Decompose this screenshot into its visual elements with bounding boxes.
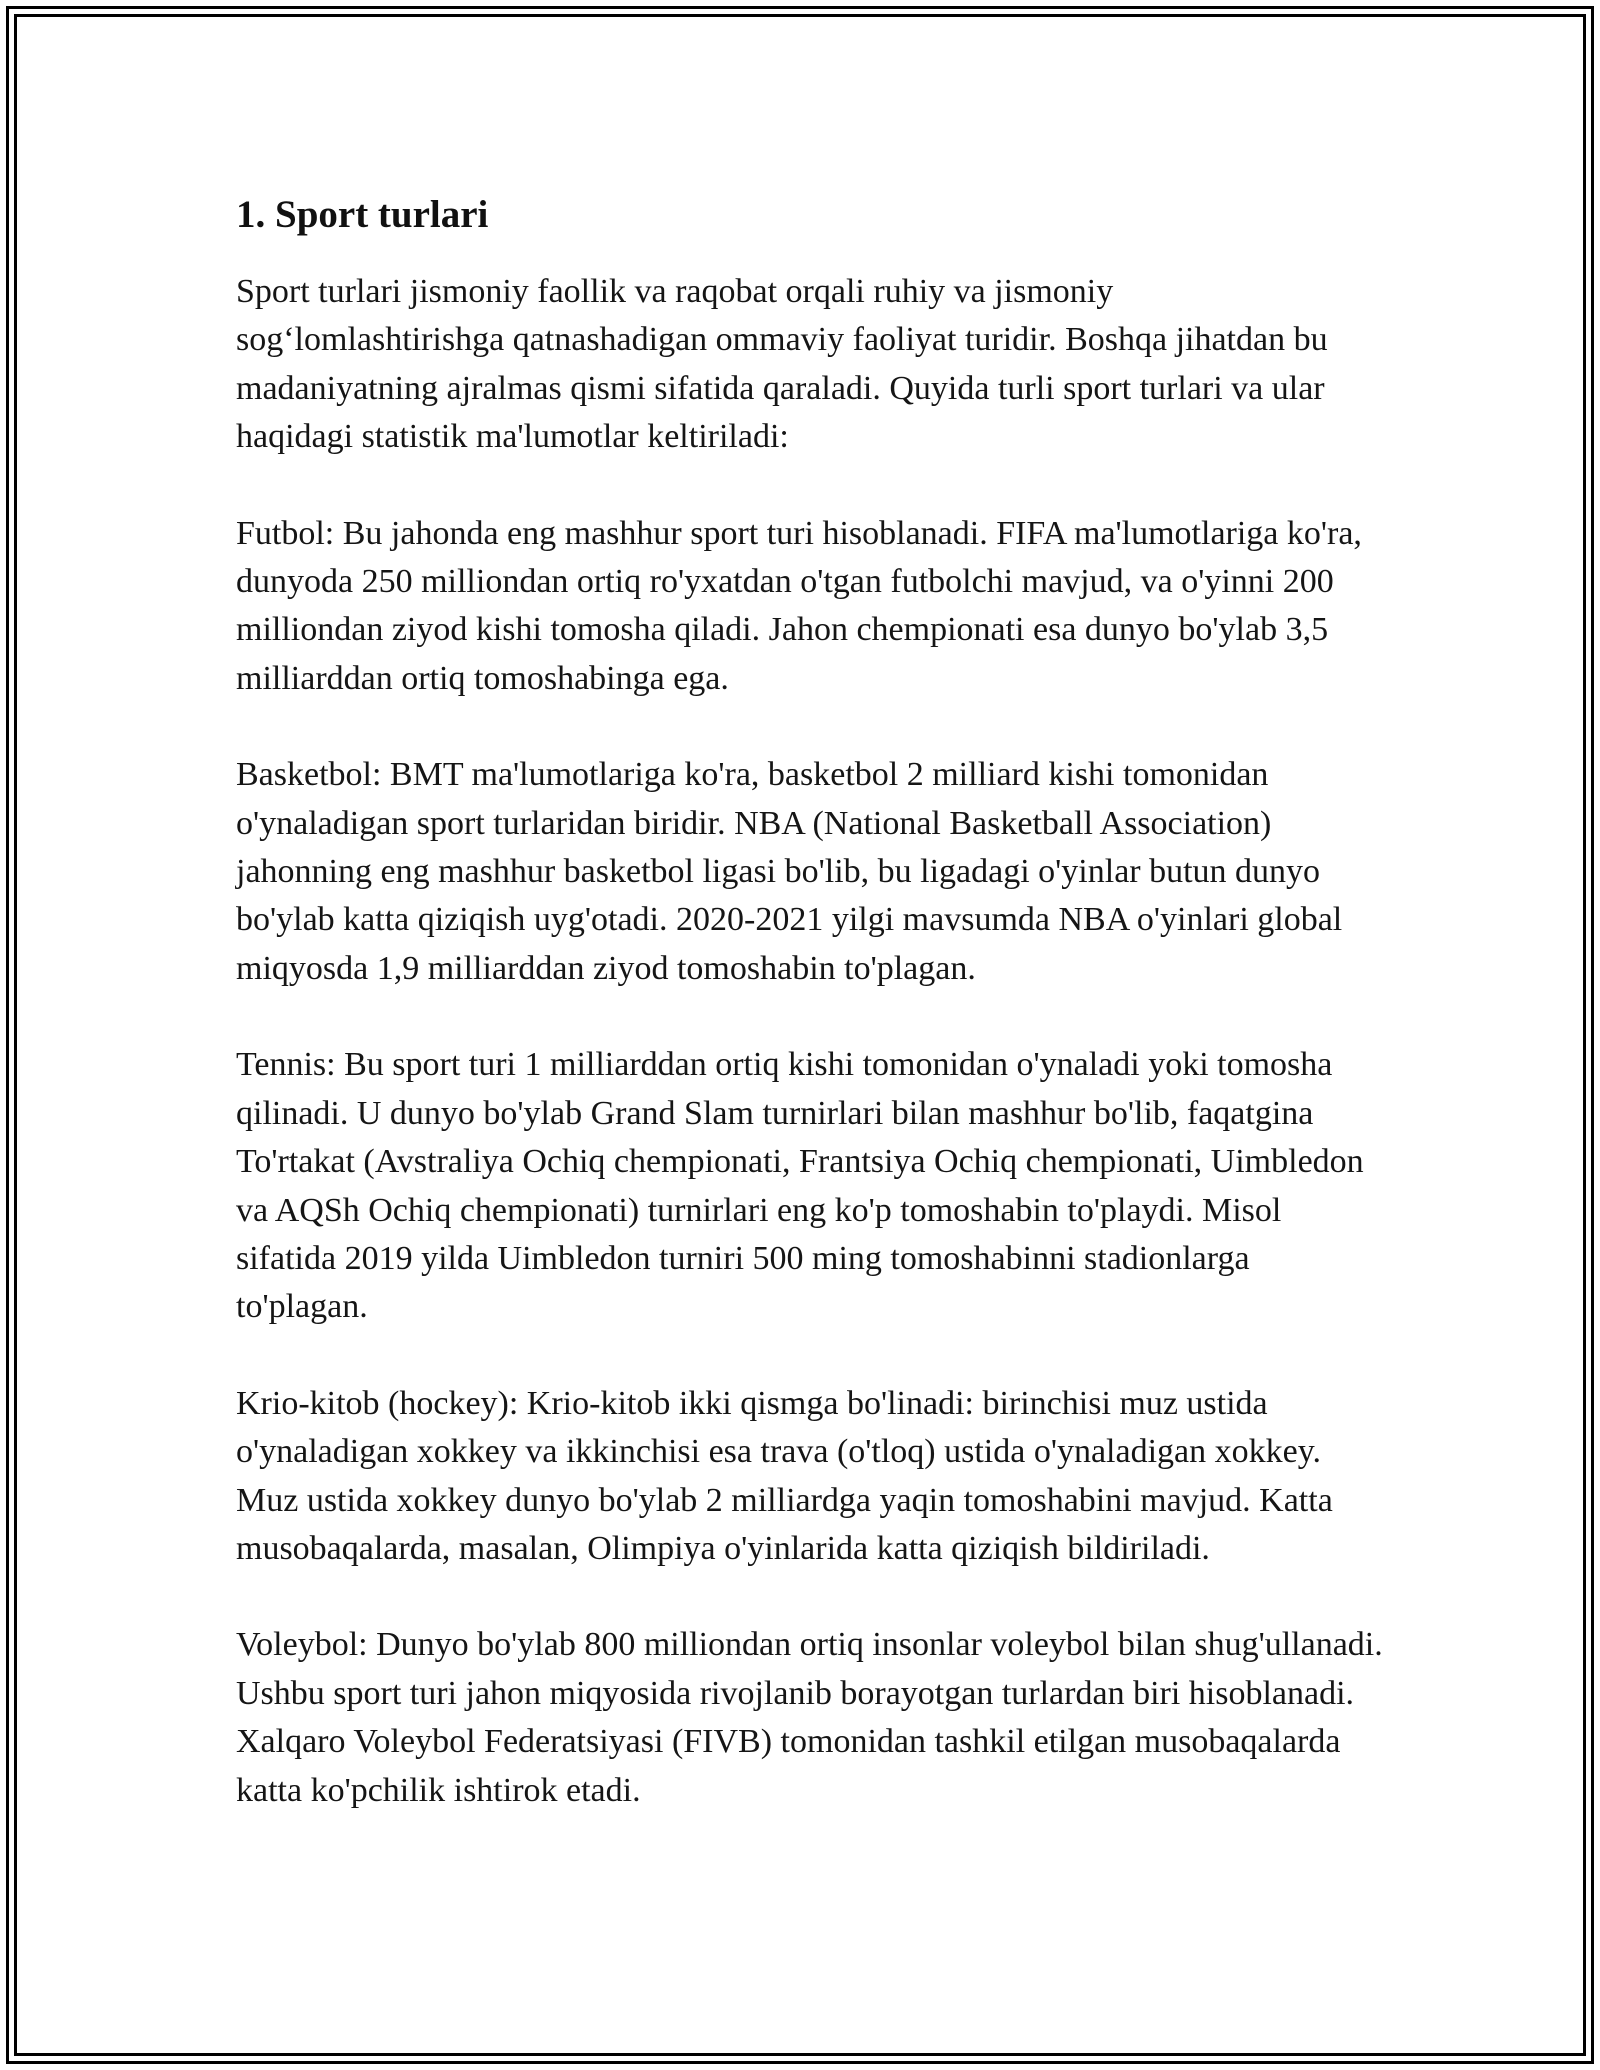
paragraph-futbol: Futbol: Bu jahonda eng mashhur sport turi hisoblanadi. FIFA ma'lumotlariga ko'ra, dunyoda 250 milliondan ortiq ro'yxatdan o'tgan futbolchi mavjud, va o'yinni 200 milliondan ziyod kishi tomosha qiladi. Jahon chempionati esa dunyo bo'ylab 3,5 milliarddan ortiq tomoshabinga ega. xyxy=(236,514,1362,697)
paragraph-voleybol: Voleybol: Dunyo bo'ylab 800 milliondan ortiq insonlar voleybol bilan shug'ullanadi. Ushbu sport turi jahon miqyosida rivojlanib borayotgan turlardan biri hisoblanadi. Xalqaro Voleybol Federatsiyasi (FIVB) tomonidan tashkil etilgan musobaqalarda katta ko'pchilik ishtirok etadi. xyxy=(236,1626,1383,1809)
section-heading: 1. Sport turlari xyxy=(236,193,489,236)
paragraph-hockey: Krio-kitob (hockey): Krio-kitob ikki qismga bo'linadi: birinchisi muz ustida o'ynaladigan xokkey va ikkinchisi esa trava (o'tloq) ustida o'ynaladigan xokkey. Muz ustida xokkey dunyo bo'ylab 2 milliardga yaqin tomoshabini mavjud. Katta musobaqalarda, masalan, Olimpiya o'yinlarida katta qiziqish bildiriladi. xyxy=(236,1384,1333,1567)
paragraph-basketbol: Basketbol: BMT ma'lumotlariga ko'ra, basketbol 2 milliard kishi tomonidan o'ynaladigan sport turlaridan biridir. NBA (National Basketball Association) jahonning eng mashhur basketbol ligasi bo'lib, bu ligadagi o'yinlar butun dunyo bo'ylab katta qiziqish uyg'otadi. 2020-2021 yilgi mavsumda NBA o'yinlari global miqyosda 1,9 milliarddan ziyod tomoshabin to'plagan. xyxy=(236,756,1343,987)
paragraph-intro: Sport turlari jismoniy faollik va raqobat orqali ruhiy va jismoniy sog‘lomlashtirishga qatnashadigan ommaviy faoliyat turidir. Boshqa jihatdan bu madaniyatning ajralmas qismi sifatida qaraladi. Quyida turli sport turlari va ular haqidagi statistik ma'lumotlar keltiriladi: xyxy=(236,273,1328,456)
paragraph-tennis: Tennis: Bu sport turi 1 milliarddan ortiq kishi tomonidan o'ynaladi yoki tomosha qilinadi. U dunyo bo'ylab Grand Slam turnirlari bilan mashhur bo'lib, faqatgina To'rtakat (Avstraliya Ochiq chempionati, Frantsiya Ochiq chempionati, Uimbledon va AQSh Ochiq chempionati) turnirlari eng ko'p tomoshabin to'playdi. Misol sifatida 2019 yilda Uimbledon turniri 500 ming tomoshabinni stadionlarga to'plagan. xyxy=(236,1046,1364,1326)
document-body xyxy=(236,190,1386,1863)
